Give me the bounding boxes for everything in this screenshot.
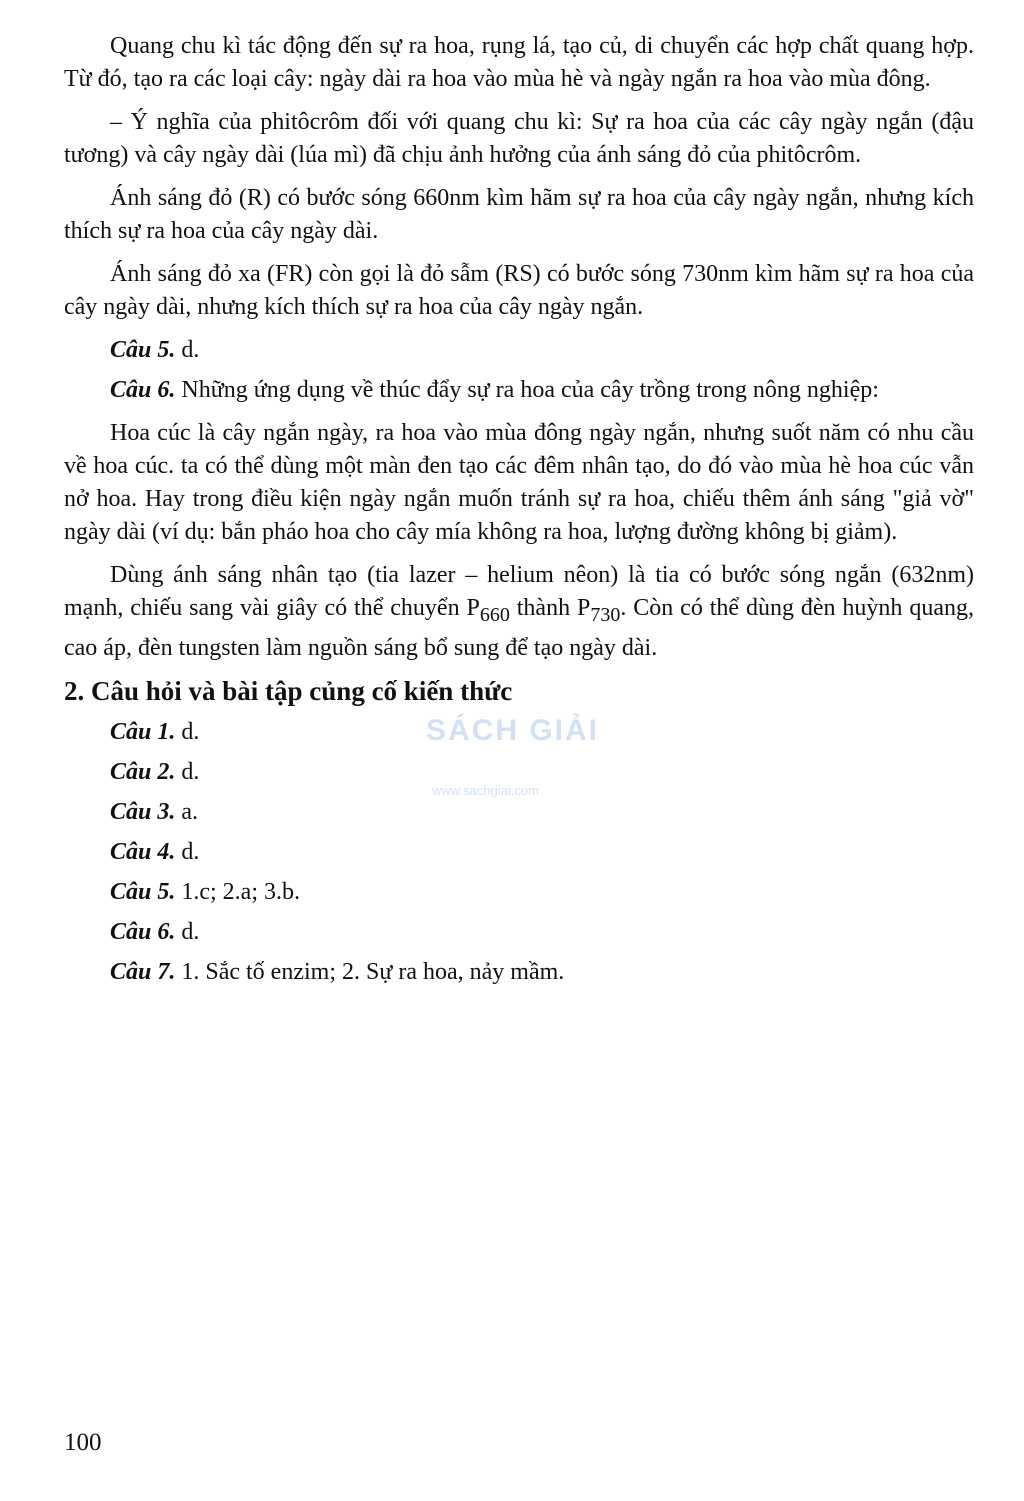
question-6 xyxy=(64,374,974,407)
paragraph-phitocrom: – Ý nghĩa của phitôcrôm đối với quang chu kì: Sự ra hoa của các cây ngày ngắn (đậu tương) và cây ngày dài (lúa mì) đã chịu ảnh hưởng của ánh sáng đỏ của phitôcrôm. xyxy=(64,109,974,168)
watermark-url: www.sachgiai.com xyxy=(432,783,539,798)
question-label: Câu 6. xyxy=(110,377,176,403)
section-heading: 2. Câu hỏi và bài tập củng cố kiến thức xyxy=(64,675,513,706)
answer-item xyxy=(64,836,974,869)
question-answer: d. xyxy=(175,337,200,363)
answer-label: Câu 5. xyxy=(110,878,176,905)
answer-item xyxy=(64,716,974,749)
paragraph-quang-chu-ki: Quang chu kì tác động đến sự ra hoa, rụng lá, tạo củ, di chuyển các hợp chất quang hợp. Từ đó, tạo ra các loại cây: ngày dài ra hoa vào mùa hè và ngày ngắn ra hoa vào mùa đông. xyxy=(64,33,974,92)
answer-label: Câu 1. xyxy=(110,718,176,745)
answer-item xyxy=(64,876,974,909)
answer-label: Câu 3. xyxy=(110,798,176,825)
lazer-text-part3: . Còn có thể dùng đèn huỳnh quang, cao áp, đèn tungsten làm nguồn sáng bổ sung để tạo ngày dài. xyxy=(64,595,974,661)
page-number: 100 xyxy=(64,1429,102,1456)
page-body xyxy=(64,30,974,996)
watermark-text: SÁCH GIẢI xyxy=(426,714,600,747)
answer-value: d. xyxy=(175,758,200,785)
question-5-answer xyxy=(64,334,974,367)
question-text: Những ứng dụng về thúc đẩy sự ra hoa của cây trồng trong nông nghiệp: xyxy=(175,377,879,403)
answer-value: 1. Sắc tố enzim; 2. Sự ra hoa, nảy mầm. xyxy=(175,958,565,985)
answer-label: Câu 2. xyxy=(110,758,176,785)
answer-label: Câu 7. xyxy=(110,958,176,985)
answer-value: 1.c; 2.a; 3.b. xyxy=(175,878,300,905)
lazer-text-part2: thành P xyxy=(509,595,591,621)
answer-value: d. xyxy=(175,718,200,745)
paragraph-anh-sang-do: Ánh sáng đỏ (R) có bước sóng 660nm kìm hãm sự ra hoa của cây ngày ngắn, nhưng kích thích sự ra hoa của cây ngày dài. xyxy=(64,185,974,244)
lazer-text-part1: Dùng ánh sáng nhân tạo (tia lazer – helium nêon) là tia có bước sóng ngắn (632nm) mạnh, chiếu sang vài giây có thể chuyển P xyxy=(64,562,974,621)
subscript-660: 660 xyxy=(479,603,510,626)
answer-value: d. xyxy=(175,918,200,945)
answer-label: Câu 6. xyxy=(110,918,176,945)
paragraph-hoa-cuc: Hoa cúc là cây ngắn ngày, ra hoa vào mùa đông ngày ngắn, nhưng suốt năm có nhu cầu về hoa cúc. ta có thể dùng một màn đen tạo các đêm nhân tạo, do đó vào mùa hè hoa cúc vẫn nở hoa. Hay trong điều kiện ngày ngắn muốn tránh sự ra hoa, chiếu thêm ánh sáng "giả vờ" ngày dài (ví dụ: bắn pháo hoa cho cây mía không ra hoa, lượng đường không bị giảm). xyxy=(64,420,974,545)
answer-value: d. xyxy=(175,838,200,865)
subscript-730: 730 xyxy=(590,603,621,626)
answer-item xyxy=(64,956,974,989)
paragraph-anh-sang-do-xa: Ánh sáng đỏ xa (FR) còn gọi là đỏ sẫm (RS) có bước sóng 730nm kìm hãm sự ra hoa của cây ngày dài, nhưng kích thích sự ra hoa của cây ngày ngắn. xyxy=(64,261,974,320)
answer-item xyxy=(64,916,974,949)
question-label: Câu 5. xyxy=(110,337,176,363)
answer-label: Câu 4. xyxy=(110,838,176,865)
paragraph-lazer xyxy=(64,559,974,665)
answer-item xyxy=(64,756,974,789)
answer-value: a. xyxy=(175,798,199,825)
answer-item xyxy=(64,796,974,829)
